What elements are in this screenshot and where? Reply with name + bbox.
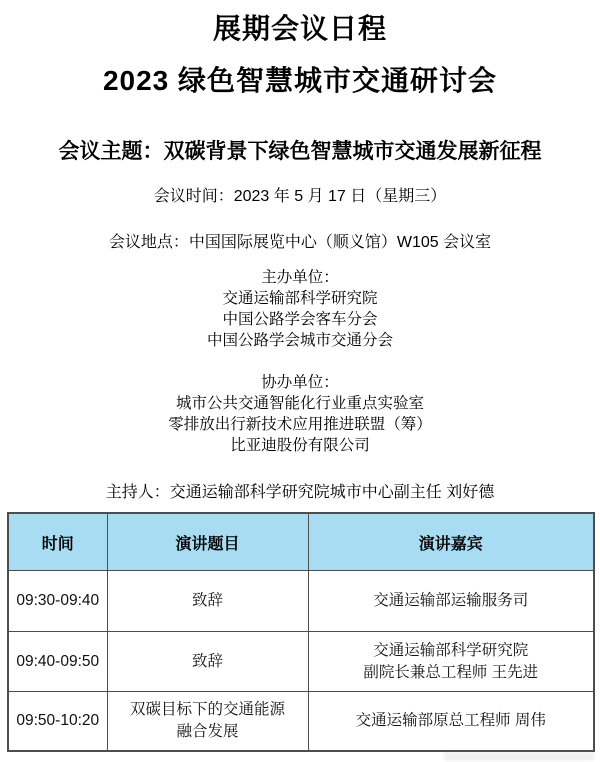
topic-line: 融合发展: [176, 723, 239, 740]
organizers-label: 主办单位：: [261, 269, 339, 286]
host-line: 主持人：交通运输部科学研究院城市中心副主任 刘好德: [105, 484, 495, 501]
meeting-time: 会议时间：2023 年 5 月 17 日（星期三）: [153, 188, 447, 205]
cell-topic: [107, 632, 308, 692]
table-row: [8, 571, 594, 632]
table-row: [8, 632, 594, 692]
table-header-row: [8, 513, 594, 571]
page-title: 展期会议日程: [212, 13, 387, 44]
meeting-location: 会议地点：中国国际展览中心（顺义馆）W105 会议室: [108, 234, 492, 251]
co-organizer-item: 比亚迪股份有限公司: [230, 437, 370, 454]
schedule-table: [7, 512, 595, 752]
speaker-line: 交通运输部科学研究院: [373, 641, 529, 659]
topic-line: 致辞: [191, 652, 223, 670]
cell-topic: [107, 571, 308, 632]
conference-theme: 会议主题：双碳背景下绿色智慧城市交通发展新征程: [58, 140, 542, 163]
co-organizer-item: 城市公共交通智能化行业重点实验室: [175, 395, 424, 412]
speaker-line: 交通运输部运输服务司: [373, 592, 529, 609]
organizer-item: 中国公路学会客车分会: [222, 311, 378, 328]
table-row: [8, 692, 594, 752]
topic-line: 双碳目标下的交通能源: [129, 701, 285, 718]
organizers-block: [0, 267, 600, 351]
co-organizers-label: 协办单位：: [261, 374, 339, 391]
co-organizers-block: [0, 372, 600, 456]
organizer-item: 交通运输部科学研究院: [222, 290, 378, 307]
speaker-line: 交通运输部原总工程师 周伟: [355, 712, 546, 729]
column-header-speaker: 演讲嘉宾: [308, 513, 594, 571]
conference-title: 2023 绿色智慧城市交通研讨会: [102, 65, 498, 96]
cell-speaker: [308, 692, 594, 752]
column-header-topic: 演讲题目: [107, 513, 308, 571]
speaker-line: 副院长兼总工程师 王先进: [363, 663, 539, 681]
cell-time: 09:30-09:40: [8, 571, 107, 632]
co-organizer-item: 零排放出行新技术应用推进联盟（筹）: [168, 416, 432, 433]
cell-speaker: [308, 571, 594, 632]
watermark: [444, 752, 594, 761]
topic-line: 致辞: [191, 592, 223, 609]
column-header-time: 时间: [8, 513, 107, 571]
cell-topic: [107, 692, 308, 752]
cell-time: 09:50-10:20: [8, 692, 107, 752]
cell-time: 09:40-09:50: [8, 632, 107, 692]
organizer-item: 中国公路学会城市交通分会: [206, 332, 393, 349]
cell-speaker: [308, 632, 594, 692]
